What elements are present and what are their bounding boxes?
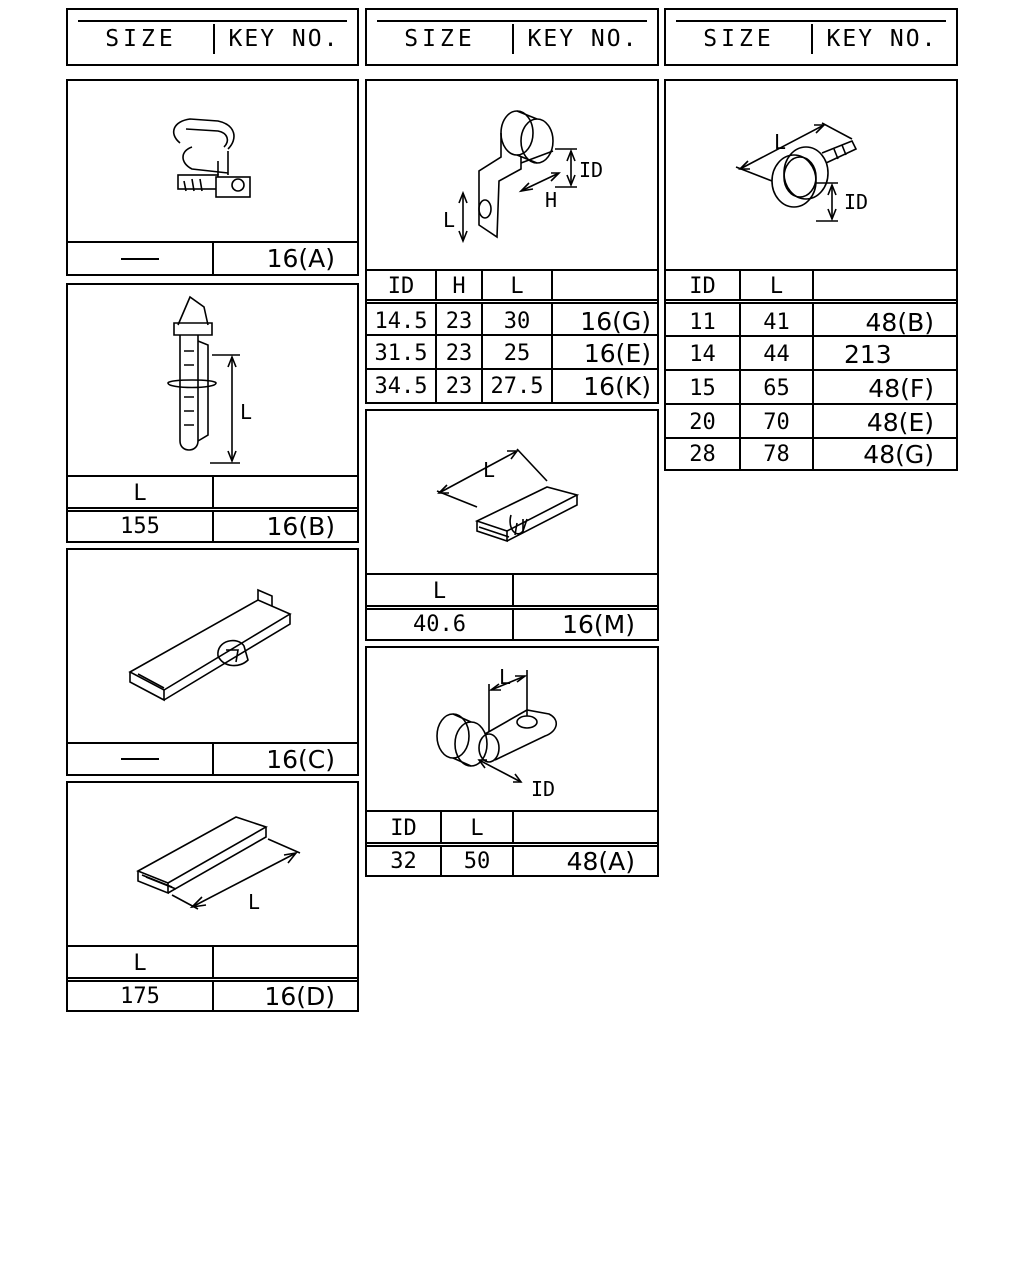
dim-l-label: L	[240, 400, 253, 424]
bracket-panel	[365, 79, 659, 404]
length-value: 155	[120, 514, 160, 539]
part-16c-panel	[66, 548, 359, 776]
l-value: 27.5	[481, 370, 551, 402]
table-row	[666, 437, 956, 469]
dim-l-label: L	[443, 208, 456, 232]
key-48e: 48(E)	[812, 405, 956, 439]
l-value: 50	[440, 847, 512, 875]
key-16c: 16(C)	[212, 744, 357, 774]
key-no-header: KEY NO.	[527, 26, 639, 52]
key-no-header: KEY NO.	[228, 26, 340, 52]
part-16a-panel	[66, 79, 359, 276]
id-value: 31.5	[374, 340, 428, 366]
strip-16d-drawing	[68, 783, 357, 945]
clip-16m-drawing	[367, 411, 657, 573]
col-header-id: ID	[387, 273, 415, 299]
h-value: 23	[435, 336, 481, 370]
l-value: 65	[739, 371, 812, 405]
dim-l-label: L	[483, 458, 496, 482]
key-48g: 48(G)	[812, 439, 956, 469]
key-16b: 16(B)	[212, 512, 357, 541]
dim-id-label: ID	[579, 158, 604, 182]
length-value: 175	[120, 983, 160, 1009]
size-header: SIZE	[703, 26, 775, 52]
id-value: 28	[689, 441, 716, 467]
key-16e: 16(E)	[551, 336, 657, 370]
key-16d: 16(D)	[212, 982, 357, 1010]
no-size-dash	[121, 258, 159, 260]
dim-id-label: ID	[844, 190, 869, 214]
h-value: 23	[435, 370, 481, 402]
part-48a-panel	[365, 646, 659, 877]
clip-16a-drawing	[68, 81, 357, 241]
table-row	[666, 369, 956, 405]
col-header-l: L	[133, 480, 147, 506]
id-value: 15	[689, 375, 716, 401]
size-cell	[68, 744, 212, 774]
col-header-id: ID	[689, 273, 716, 299]
h-value: 23	[435, 304, 481, 339]
l-value: 78	[739, 439, 812, 469]
header-col-1	[66, 8, 359, 66]
table-row	[367, 299, 657, 339]
hose-clamp-drawing	[666, 81, 956, 269]
col-header-l: L	[133, 950, 147, 976]
dim-l-label: L	[774, 130, 787, 154]
part-16d-panel	[66, 781, 359, 1012]
key-48f: 48(F)	[812, 371, 956, 405]
id-value: 20	[689, 409, 716, 435]
id-value: 14	[689, 341, 716, 367]
clip-16c-drawing	[68, 550, 357, 742]
col-header-l: L	[432, 578, 447, 604]
size-header: SIZE	[404, 26, 476, 52]
table-row	[367, 368, 657, 402]
l-value: 44	[739, 337, 812, 371]
key-16g: 16(G)	[551, 304, 657, 339]
header-col-3	[664, 8, 958, 66]
col-header-h: H	[435, 271, 481, 301]
bracket-drawing	[367, 81, 657, 269]
key-16k: 16(K)	[551, 370, 657, 402]
id-value: 34.5	[374, 373, 428, 399]
clamp-48a-drawing	[367, 648, 657, 810]
dim-l-label: L	[499, 665, 512, 689]
col-header-id: ID	[390, 815, 417, 841]
l-value: 41	[739, 304, 812, 340]
table-row	[666, 335, 956, 371]
l-value: 25	[481, 336, 551, 370]
key-48b: 48(B)	[812, 304, 956, 340]
id-value: 14.5	[374, 309, 428, 334]
band-16b-drawing	[68, 285, 357, 475]
hose-clamp-panel	[664, 79, 958, 471]
size-cell	[68, 243, 212, 274]
key-16a: 16(A)	[212, 243, 357, 274]
table-row	[367, 334, 657, 370]
id-value: 32	[390, 848, 417, 874]
key-213: 213	[812, 337, 956, 371]
size-header: SIZE	[105, 26, 177, 52]
l-value: 30	[481, 304, 551, 339]
part-16m-panel	[365, 409, 659, 641]
no-size-dash	[121, 758, 159, 760]
table-row	[666, 403, 956, 439]
col-header-l: L	[739, 271, 812, 301]
part-16b-panel	[66, 283, 359, 543]
id-value: 11	[689, 309, 716, 335]
dim-h-label: H	[545, 188, 558, 212]
col-header-l: L	[481, 271, 551, 301]
table-row	[666, 299, 956, 340]
key-no-header: KEY NO.	[826, 26, 938, 52]
col-header-l: L	[440, 812, 512, 844]
key-48a: 48(A)	[512, 847, 657, 875]
dim-l-label: L	[248, 890, 261, 914]
length-value: 40.6	[413, 612, 466, 637]
header-col-2	[365, 8, 659, 66]
key-16m: 16(M)	[512, 610, 657, 639]
table-row	[367, 842, 657, 875]
dim-id-label: ID	[531, 777, 556, 801]
l-value: 70	[739, 405, 812, 439]
